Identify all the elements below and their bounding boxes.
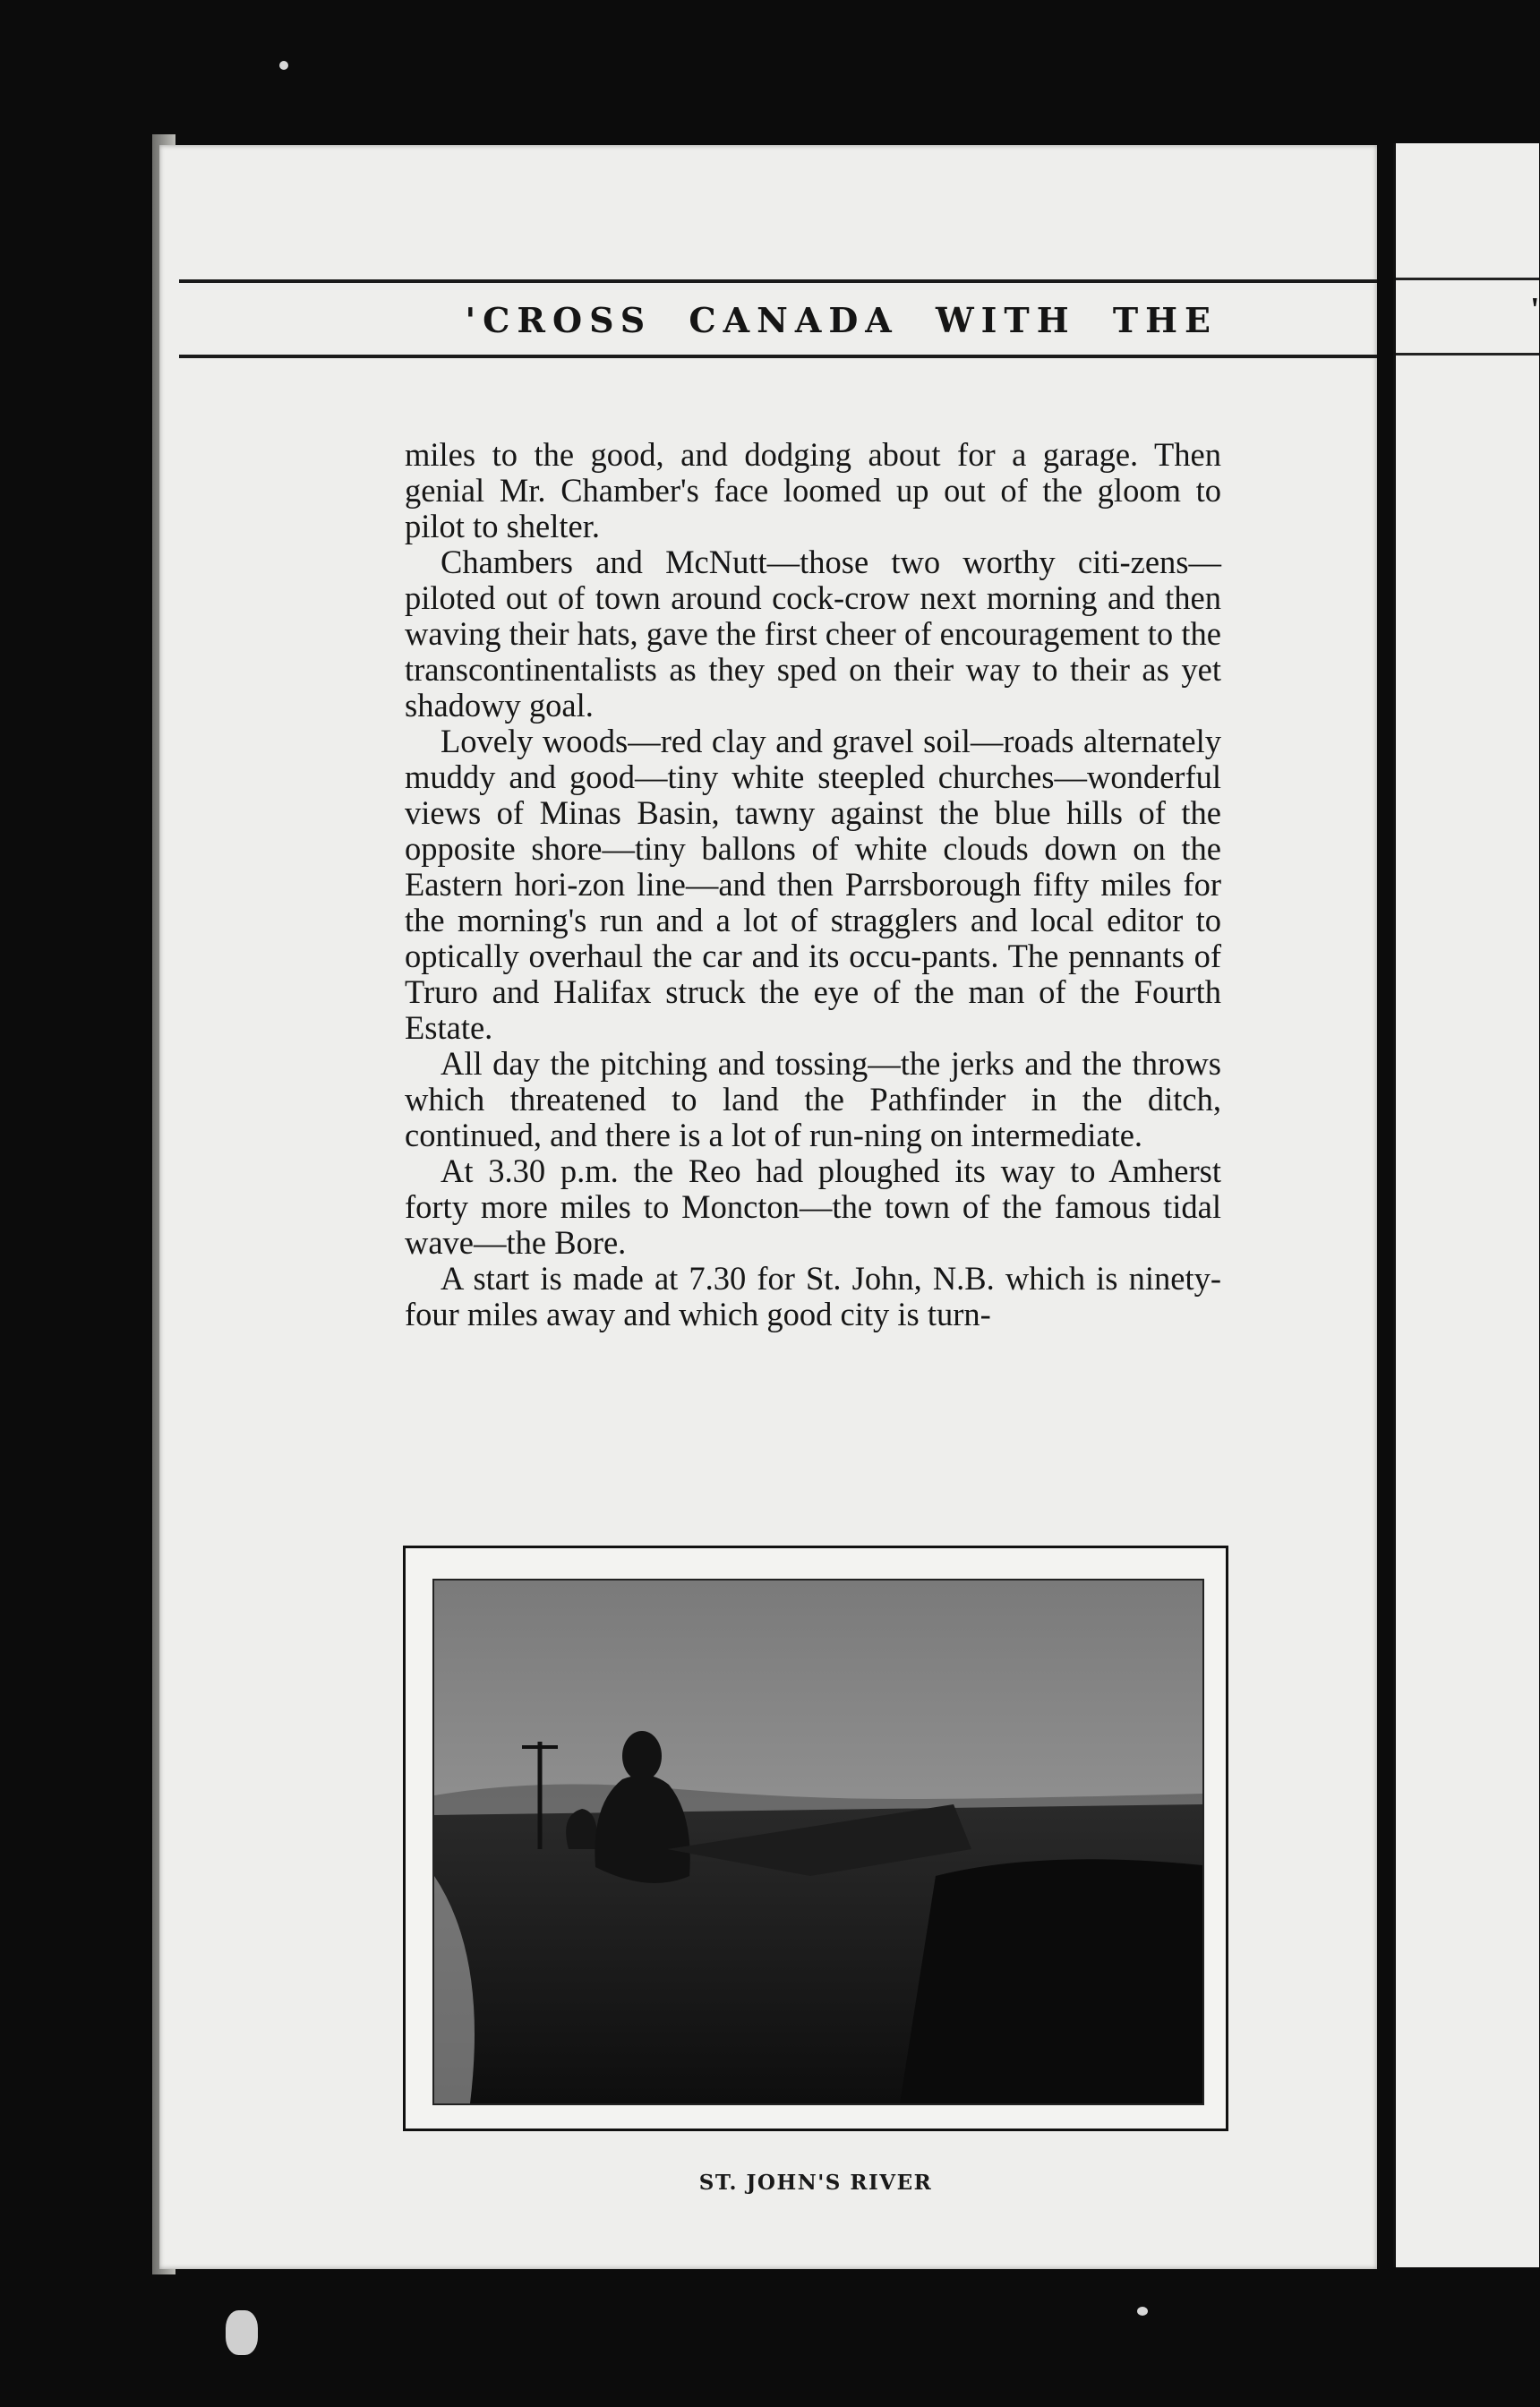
header-rule-bottom bbox=[179, 355, 1377, 358]
scan-speck bbox=[1137, 2307, 1148, 2316]
paragraph-4: All day the pitching and tossing—the jerks and the throws which threatened to land the Pathfinder in the ditch, continued, and there is a lot of run-ning on intermediate. bbox=[405, 1045, 1221, 1153]
facing-header-rule-bottom bbox=[1396, 353, 1539, 355]
paragraph-1: miles to the good, and dodging about for a garage. Then genial Mr. Chamber's face loomed up out of the gloom to pilot to shelter. bbox=[405, 436, 1221, 544]
paragraph-3: Lovely woods—red clay and gravel soil—roads alternately muddy and good—tiny white steepled churches—wonderful views of Minas Basin, tawny against the blue hills of the opposite shore—tiny ballons of white clouds down on the Eastern hori-zon line—and then Parrsborough fifty miles for the morning's run and a lot of stragglers and local editor to optically overhaul the car and its occu-pants. The pennants of Truro and Halifax struck the eye of the man of the Fourth Estate. bbox=[405, 723, 1221, 1046]
paragraph-2: Chambers and McNutt—those two worthy citi-zens—piloted out of town around cock-crow next morning and then waving their hats, gave the first cheer of encouragement to the transcontinentalists as they sped on their way to their as yet shadowy goal. bbox=[405, 544, 1221, 724]
running-head: 'CROSS CANADA WITH THE bbox=[465, 299, 1218, 340]
photo-frame bbox=[403, 1546, 1228, 2131]
facing-header-rule-top bbox=[1396, 278, 1539, 280]
facing-page-fragment: ' bbox=[1530, 291, 1540, 329]
river-photo-graphic bbox=[434, 1580, 1202, 2103]
photo-caption: ST. JOHN'S RIVER bbox=[698, 2171, 933, 2195]
scan-speck bbox=[279, 61, 288, 70]
scan-speck bbox=[226, 2310, 258, 2355]
paragraph-5: At 3.30 p.m. the Reo had ploughed its way to Amherst forty more miles to Moncton—the town of the famous tidal wave—the Bore. bbox=[405, 1152, 1221, 1261]
facing-page bbox=[1393, 143, 1539, 2267]
body-text bbox=[405, 437, 1221, 1332]
paragraph-6: A start is made at 7.30 for St. John, N.B. which is ninety-four miles away and which good city is turn- bbox=[405, 1260, 1221, 1332]
header-rule-top bbox=[179, 279, 1377, 283]
river-photograph bbox=[432, 1579, 1204, 2105]
